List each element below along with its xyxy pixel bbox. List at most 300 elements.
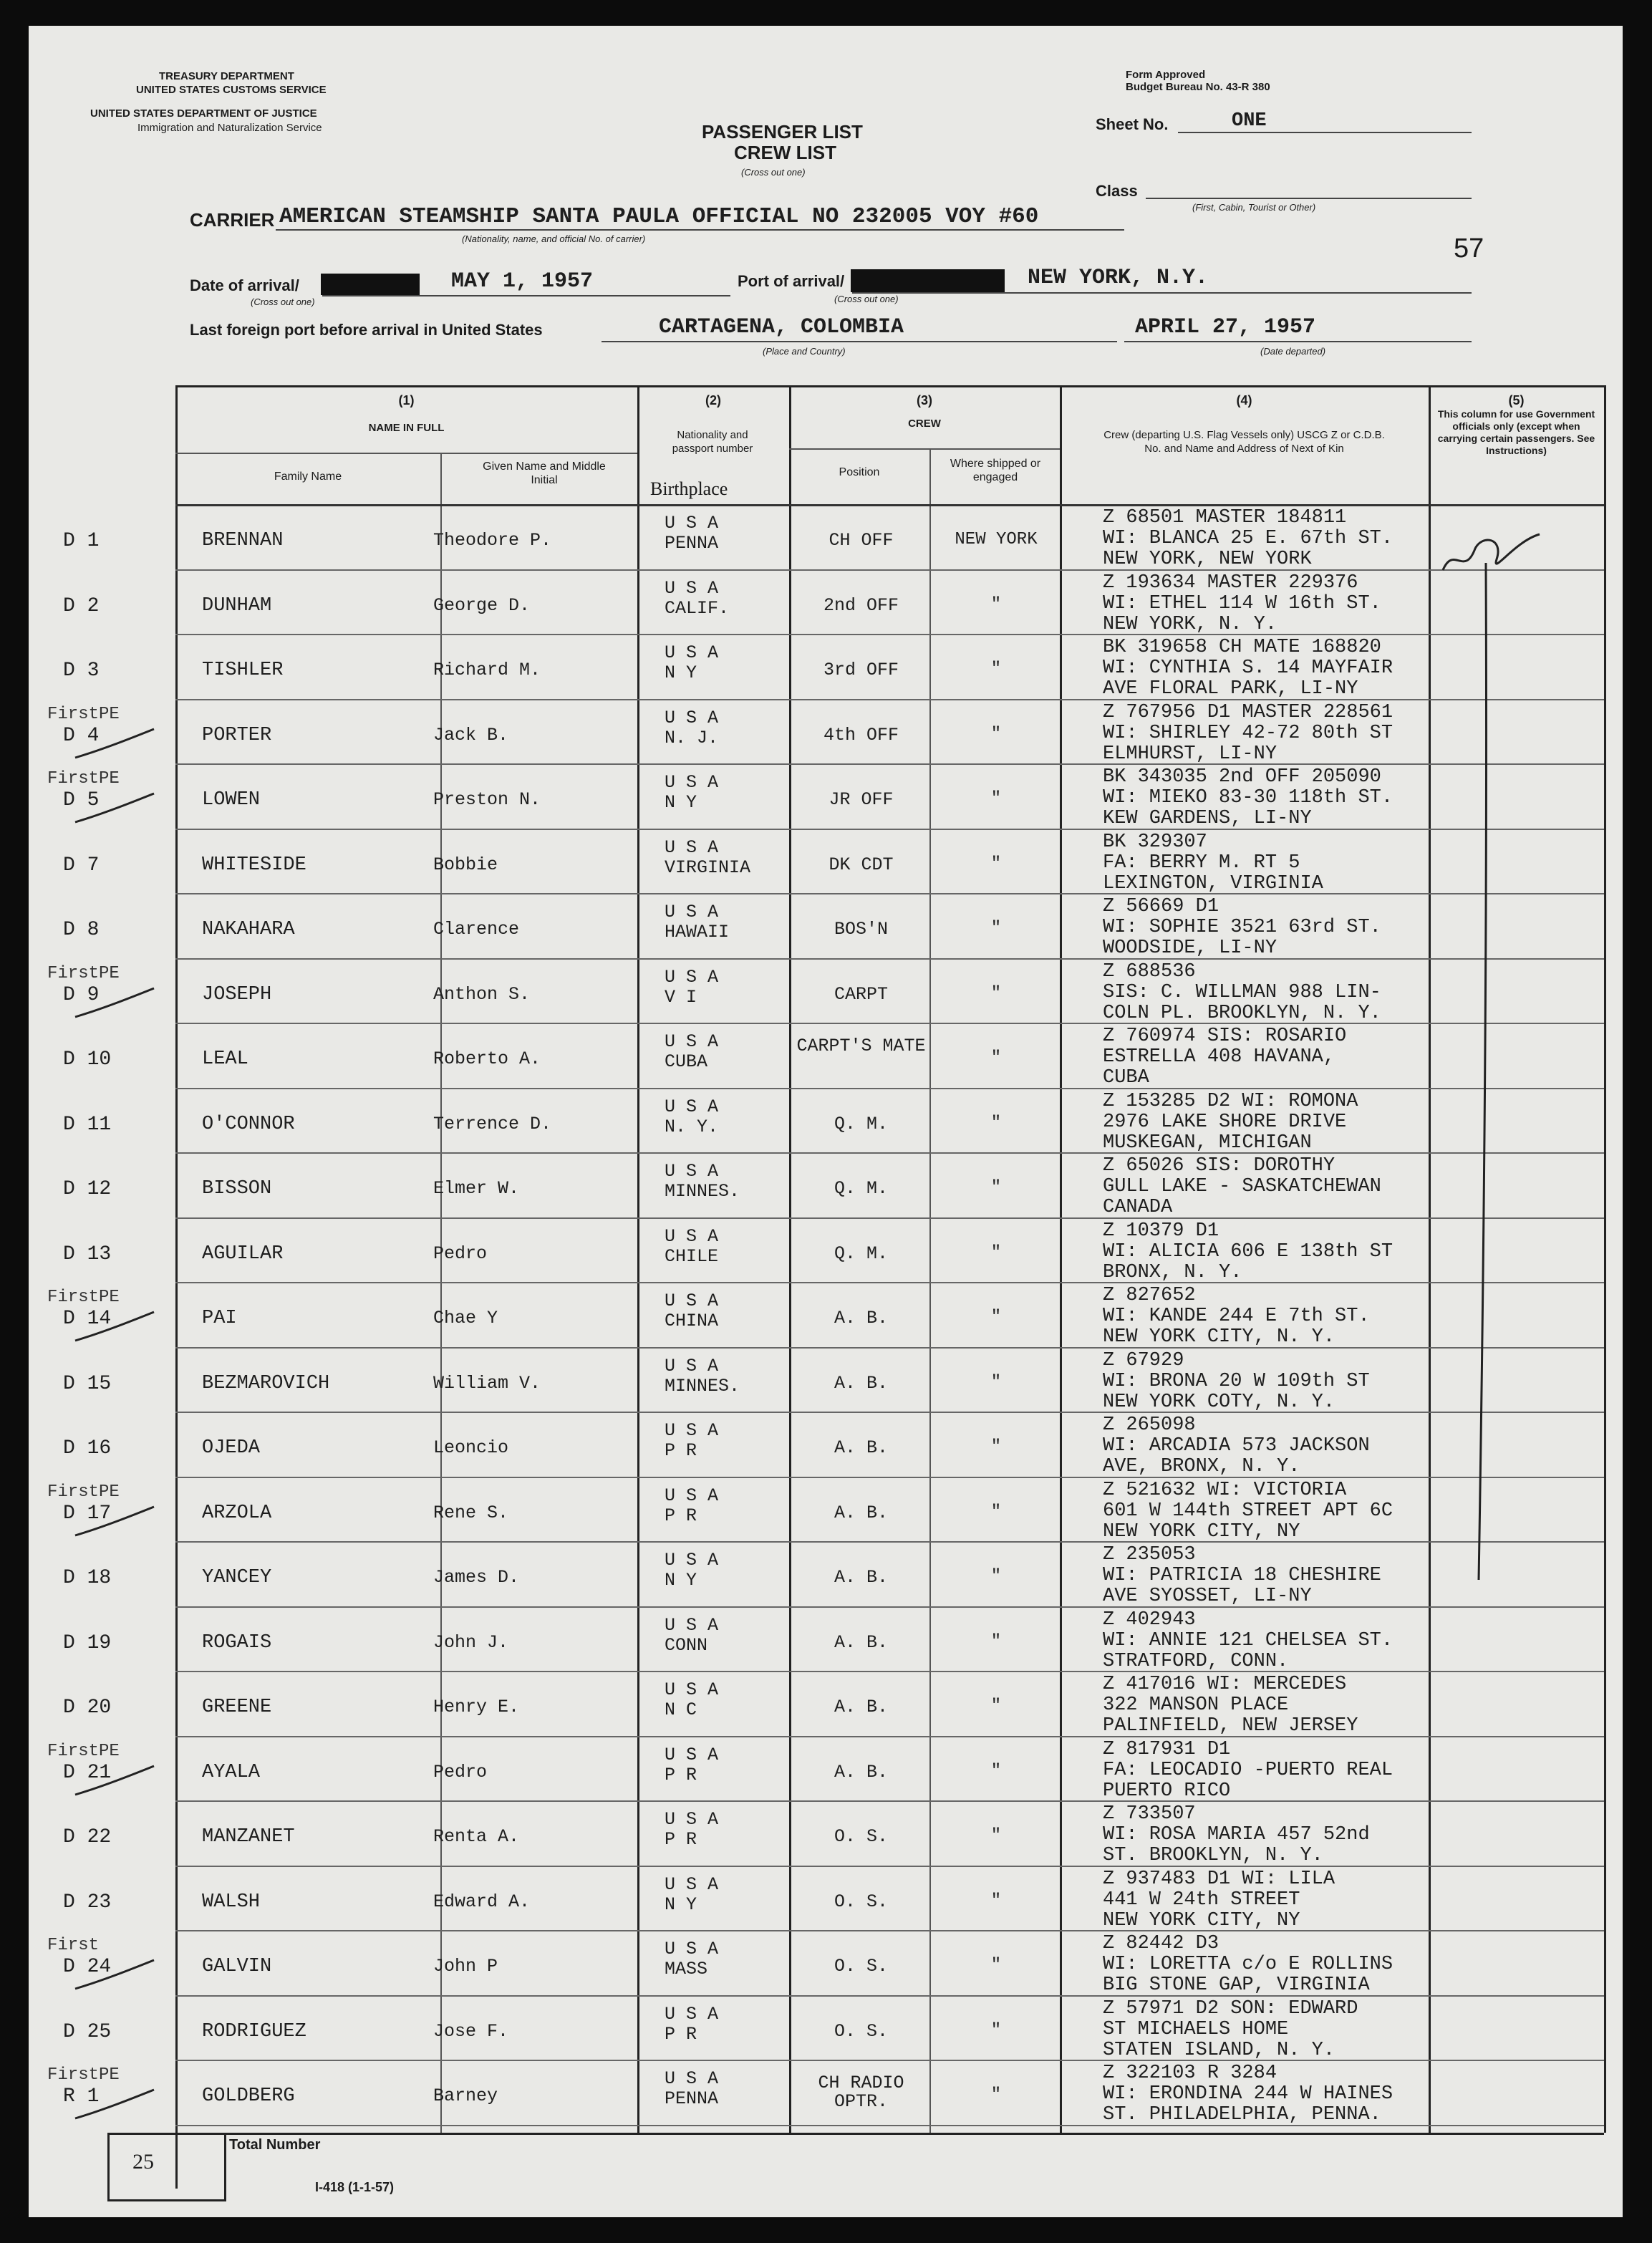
given-name: Renta A. — [433, 1826, 520, 1847]
row-number: D 16 — [63, 1437, 112, 1460]
given-name: Pedro — [433, 1243, 488, 1264]
next-of-kin-line: NEW YORK CITY, NY — [1103, 1520, 1300, 1543]
row-pe-mark: FirstPE — [47, 1482, 120, 1502]
birthplace: CUBA — [665, 1051, 708, 1072]
family-name: YANCEY — [202, 1567, 272, 1588]
where-shipped: " — [990, 2085, 1002, 2105]
where-shipped: " — [990, 789, 1002, 809]
total-number-value: 25 — [132, 2150, 154, 2174]
next-of-kin-line: CUBA — [1103, 1067, 1149, 1089]
birthplace: N Y — [665, 1570, 697, 1591]
row-number: D 11 — [63, 1113, 112, 1136]
next-of-kin-line: Z 235053 — [1103, 1544, 1196, 1566]
where-shipped: " — [990, 724, 1002, 744]
col-family-name: Family Name — [274, 471, 342, 483]
row-pe-mark: FirstPE — [47, 1288, 120, 1307]
row-number: D 17 — [63, 1502, 112, 1525]
next-of-kin-line: ESTRELLA 408 HAVANA, — [1103, 1046, 1335, 1068]
family-name: DUNHAM — [202, 594, 272, 617]
col2-number: (2) — [705, 393, 721, 407]
row-number: D 18 — [63, 1567, 112, 1589]
family-name: GREENE — [202, 1697, 272, 1718]
where-shipped: " — [990, 1178, 1002, 1197]
col5-number: (5) — [1508, 393, 1525, 407]
row-number: D 1 — [63, 530, 100, 552]
agency-line-3: UNITED STATES DEPARTMENT OF JUSTICE — [90, 107, 317, 120]
birthplace: CALIF. — [665, 597, 730, 619]
col1-number: (1) — [398, 393, 415, 407]
budget-bureau: Budget Bureau No. 43-R 380 — [1126, 81, 1270, 93]
next-of-kin-line: STRATFORD, CONN. — [1103, 1650, 1289, 1672]
birthplace: V I — [665, 986, 697, 1008]
check-stroke-mark — [72, 1959, 158, 1994]
next-of-kin-line: Z 67929 — [1103, 1349, 1184, 1371]
next-of-kin-line: WI: CYNTHIA S. 14 MAYFAIR — [1103, 657, 1393, 679]
table-row — [175, 1671, 1604, 1672]
next-of-kin-line: KEW GARDENS, LI-NY — [1103, 808, 1312, 829]
class-label: Class — [1096, 182, 1138, 200]
last-port-label: Last foreign port before arrival in United States — [190, 321, 543, 339]
next-of-kin-line: PUERTO RICO — [1103, 1780, 1231, 1802]
next-of-kin-line: BK 329307 — [1103, 831, 1207, 853]
where-shipped: " — [990, 1243, 1002, 1263]
next-of-kin-line: Z 322103 R 3284 — [1103, 2063, 1277, 2084]
where-shipped: " — [990, 919, 1002, 938]
next-of-kin-line: Z 827652 — [1103, 1285, 1196, 1306]
nationality: U S A — [665, 2068, 719, 2089]
nationality: U S A — [665, 836, 719, 858]
crew-position: A. B. — [834, 1372, 888, 1394]
col-position: Position — [839, 466, 880, 478]
crew-position: JR OFF — [829, 789, 894, 810]
family-name: PORTER — [202, 724, 272, 746]
next-of-kin-line: Z 688536 — [1103, 960, 1196, 983]
next-of-kin-line: Z 153285 D2 WI: ROMONA — [1103, 1090, 1358, 1112]
title-crew-list: CREW LIST — [734, 142, 836, 163]
date-cross-out-note: (Cross out one) — [251, 296, 315, 307]
next-of-kin-line: FA: BERRY M. RT 5 — [1103, 852, 1300, 874]
next-of-kin-line: WI: BLANCA 25 E. 67th ST. — [1103, 528, 1393, 549]
birthplace: MINNES. — [665, 1375, 740, 1397]
where-shipped: " — [990, 1956, 1002, 1975]
check-stroke-mark — [72, 728, 158, 763]
next-of-kin-line: CANADA — [1103, 1197, 1173, 1218]
row-number: D 4 — [63, 724, 100, 747]
crew-position: A. B. — [834, 1502, 888, 1523]
family-name: LEAL — [202, 1048, 248, 1070]
crew-position: O. S. — [834, 1891, 888, 1912]
family-name: BISSON — [202, 1178, 272, 1200]
family-name: WALSH — [202, 1891, 261, 1913]
next-of-kin-line: WI: ANNIE 121 CHELSEA ST. — [1103, 1629, 1393, 1651]
given-name: George D. — [433, 594, 531, 616]
table-row — [175, 1347, 1604, 1349]
next-of-kin-line: GULL LAKE - SASKATCHEWAN — [1103, 1176, 1381, 1197]
birthplace: CHILE — [665, 1245, 719, 1267]
given-name: Chae Y — [433, 1308, 498, 1328]
birthplace: N Y — [665, 662, 697, 683]
birthplace: N C — [665, 1699, 697, 1720]
last-port-note: (Place and Country) — [763, 346, 846, 357]
next-of-kin-line: Z 10379 D1 — [1103, 1220, 1219, 1242]
birthplace: MASS — [665, 1959, 708, 1979]
table-row — [175, 1800, 1604, 1802]
table-row — [175, 763, 1604, 765]
birthplace: PENNA — [665, 533, 719, 554]
family-name: RODRIGUEZ — [202, 2020, 306, 2042]
crew-position: BOS'N — [834, 919, 888, 940]
table-row — [175, 1995, 1604, 1997]
next-of-kin-line: Z 521632 WI: VICTORIA — [1103, 1479, 1347, 1501]
where-shipped: " — [990, 1502, 1002, 1522]
crew-position: O. S. — [834, 1956, 888, 1977]
nationality: U S A — [665, 966, 719, 988]
crew-position: Q. M. — [834, 1113, 888, 1134]
given-name: Theodore P. — [433, 530, 552, 551]
row-number: D 12 — [63, 1178, 112, 1200]
given-name: Henry E. — [433, 1697, 520, 1717]
carrier-label: CARRIER — [190, 209, 275, 231]
family-name: ROGAIS — [202, 1631, 272, 1654]
nationality: U S A — [665, 1679, 719, 1700]
where-shipped: " — [990, 1631, 1002, 1651]
col3-number: (3) — [917, 393, 932, 407]
nationality: U S A — [665, 1161, 719, 1182]
nationality: U S A — [665, 1225, 719, 1247]
check-stroke-mark — [72, 1505, 158, 1541]
given-name: Richard M. — [433, 660, 541, 680]
given-name: John J. — [433, 1631, 509, 1653]
row-number: D 15 — [63, 1372, 112, 1395]
where-shipped: " — [990, 594, 1002, 614]
crew-position: 3rd OFF — [823, 660, 899, 680]
birthplace: MINNES. — [665, 1181, 740, 1202]
next-of-kin-line: WI: SHIRLEY 42-72 80th ST — [1103, 722, 1393, 744]
family-name: PAI — [202, 1308, 237, 1329]
birthplace: N Y — [665, 1894, 697, 1915]
date-departed-value: APRIL 27, 1957 — [1135, 315, 1316, 339]
nationality: U S A — [665, 1614, 719, 1636]
next-of-kin-line: WI: MIEKO 83-30 118th ST. — [1103, 787, 1393, 809]
table-row — [175, 1736, 1604, 1737]
next-of-kin-line: NEW YORK COTY, N. Y. — [1103, 1391, 1335, 1413]
given-name: Rene S. — [433, 1502, 509, 1523]
next-of-kin-line: BK 343035 2nd OFF 205090 — [1103, 766, 1381, 788]
birthplace: P R — [665, 1829, 697, 1850]
family-name: O'CONNOR — [202, 1113, 295, 1135]
port-of-arrival-label: Port of arrival/ — [738, 272, 845, 290]
next-of-kin-line: STATEN ISLAND, N. Y. — [1103, 2039, 1335, 2061]
next-of-kin-line: Z 65026 SIS: DOROTHY — [1103, 1155, 1335, 1177]
check-stroke-mark — [72, 1765, 158, 1800]
port-of-arrival-value: NEW YORK, N.Y. — [1028, 266, 1209, 290]
row-pe-mark: FirstPE — [47, 2065, 120, 2085]
next-of-kin-line: ST. BROOKLYN, N. Y. — [1103, 1845, 1323, 1866]
next-of-kin-line: WI: ERONDINA 244 W HAINES — [1103, 2083, 1393, 2105]
next-of-kin-line: Z 402943 — [1103, 1608, 1196, 1631]
where-shipped: NEW YORK — [955, 530, 1038, 549]
next-of-kin-line: MUSKEGAN, MICHIGAN — [1103, 1132, 1312, 1154]
row-number: D 22 — [63, 1826, 112, 1848]
given-name: William V. — [433, 1372, 541, 1394]
form-code: I-418 (1-1-57) — [315, 2180, 395, 2194]
given-name: Jose F. — [433, 2020, 509, 2042]
nationality: U S A — [665, 1420, 719, 1441]
next-of-kin-line: WI: PATRICIA 18 CHESHIRE — [1103, 1565, 1381, 1586]
family-name: WHITESIDE — [202, 854, 306, 876]
given-name: Edward A. — [433, 1891, 531, 1912]
where-shipped: " — [990, 1567, 1002, 1586]
next-of-kin-line: LEXINGTON, VIRGINIA — [1103, 872, 1323, 894]
where-shipped: " — [990, 1048, 1002, 1068]
next-of-kin-line: 601 W 144th STREET APT 6C — [1103, 1500, 1393, 1522]
next-of-kin-line: NEW YORK CITY, NY — [1103, 1909, 1300, 1931]
title-passenger-list: PASSENGER LIST — [702, 121, 863, 143]
row-number: D 19 — [63, 1631, 112, 1654]
nationality: U S A — [665, 902, 719, 922]
next-of-kin-line: Z 417016 WI: MERCEDES — [1103, 1674, 1347, 1695]
row-number: D 14 — [63, 1308, 112, 1330]
table-row — [175, 1606, 1604, 1608]
crew-position: A. B. — [834, 1761, 888, 1783]
next-of-kin-line: 441 W 24th STREET — [1103, 1889, 1300, 1911]
nationality: U S A — [665, 1873, 719, 1895]
where-shipped: " — [990, 1891, 1002, 1911]
next-of-kin-line: ST MICHAELS HOME — [1103, 2018, 1289, 2040]
family-name: AYALA — [202, 1761, 261, 1783]
where-shipped: " — [990, 1308, 1002, 1327]
where-shipped: " — [990, 983, 1002, 1003]
table-row — [175, 1023, 1604, 1024]
given-name: Anthon S. — [433, 983, 531, 1005]
birthplace: N Y — [665, 792, 697, 813]
next-of-kin-line: BIG STONE GAP, VIRGINIA — [1103, 1974, 1370, 1996]
crew-position: A. B. — [834, 1567, 888, 1588]
row-number: D 10 — [63, 1048, 112, 1071]
date-of-arrival-value: MAY 1, 1957 — [451, 269, 594, 294]
next-of-kin-line: Z 265098 — [1103, 1414, 1196, 1436]
given-name: Terrence D. — [433, 1113, 552, 1134]
next-of-kin-line: BK 319658 CH MATE 168820 — [1103, 637, 1381, 658]
row-number: D 3 — [63, 660, 100, 682]
nationality: U S A — [665, 1096, 719, 1117]
nationality: U S A — [665, 642, 719, 663]
given-name: Barney — [433, 2085, 498, 2106]
crew-position: A. B. — [834, 1631, 888, 1653]
form-approved: Form Approved — [1126, 69, 1206, 81]
next-of-kin-line: Z 193634 MASTER 229376 — [1103, 571, 1358, 594]
table-row — [175, 634, 1604, 635]
row-pe-mark: FirstPE — [47, 704, 120, 724]
next-of-kin-line: WI: ALICIA 606 E 138th ST — [1103, 1240, 1393, 1263]
next-of-kin-line: ST. PHILADELPHIA, PENNA. — [1103, 2104, 1381, 2126]
row-number: R 1 — [63, 2085, 100, 2108]
agency-line-2: UNITED STATES CUSTOMS SERVICE — [136, 84, 327, 96]
table-row — [175, 1412, 1604, 1413]
where-shipped: " — [990, 1372, 1002, 1392]
birthplace: P R — [665, 1764, 697, 1785]
next-of-kin-line: WI: ETHEL 114 W 16th ST. — [1103, 592, 1381, 614]
crew-position: O. S. — [834, 1826, 888, 1847]
where-shipped: " — [990, 1437, 1002, 1457]
table-row — [175, 1152, 1604, 1154]
carrier-value: AMERICAN STEAMSHIP SANTA PAULA OFFICIAL NO 232005 VOY #60 — [279, 204, 1039, 229]
next-of-kin-line: WI: ARCADIA 573 JACKSON — [1103, 1435, 1370, 1457]
crew-position: O. S. — [834, 2020, 888, 2042]
next-of-kin-line: Z 817931 D1 — [1103, 1738, 1231, 1760]
row-number: D 21 — [63, 1761, 112, 1784]
table-row — [175, 1477, 1604, 1478]
table-row — [175, 1088, 1604, 1089]
birthplace: P R — [665, 1505, 697, 1526]
nationality: U S A — [665, 1809, 719, 1830]
where-shipped: " — [990, 1697, 1002, 1716]
nationality: U S A — [665, 1485, 719, 1506]
next-of-kin-line: FA: LEOCADIO -PUERTO REAL — [1103, 1759, 1393, 1781]
family-name: TISHLER — [202, 660, 284, 681]
birthplace: VIRGINIA — [665, 857, 751, 878]
next-of-kin-line: Z 767956 D1 MASTER 228561 — [1103, 701, 1393, 723]
nationality: U S A — [665, 577, 719, 599]
row-pe-mark: FirstPE — [47, 769, 120, 788]
family-name: JOSEPH — [202, 983, 272, 1005]
redaction-bar — [851, 269, 1005, 292]
where-shipped: " — [990, 854, 1002, 874]
next-of-kin-line: Z 760974 SIS: ROSARIO — [1103, 1026, 1347, 1047]
given-name: Clarence — [433, 919, 520, 940]
row-number: D 9 — [63, 983, 100, 1006]
next-of-kin-line: WI: SOPHIE 3521 63rd ST. — [1103, 917, 1381, 938]
nationality: U S A — [665, 1291, 719, 1311]
birthplace: CHINA — [665, 1311, 719, 1331]
col3-title: CREW — [908, 418, 941, 430]
row-pe-mark: FirstPE — [47, 1741, 120, 1761]
next-of-kin-line: SIS: C. WILLMAN 988 LIN- — [1103, 981, 1381, 1003]
table-row — [175, 1866, 1604, 1867]
where-shipped: " — [990, 1113, 1002, 1133]
next-of-kin-line: WI: LORETTA c/o E ROLLINS — [1103, 1954, 1393, 1975]
next-of-kin-line: Z 68501 MASTER 184811 — [1103, 507, 1347, 529]
table-row — [175, 2125, 1604, 2126]
crew-position: 4th OFF — [823, 724, 899, 746]
nationality: U S A — [665, 1939, 719, 1959]
next-of-kin-line: 2976 LAKE SHORE DRIVE — [1103, 1111, 1347, 1133]
official-initials-mark — [1436, 520, 1557, 1594]
check-stroke-mark — [72, 2088, 158, 2124]
family-name: GALVIN — [202, 1956, 272, 1977]
next-of-kin-line: NEW YORK, NEW YORK — [1103, 549, 1312, 570]
row-number: D 8 — [63, 919, 100, 941]
col4-number: (4) — [1236, 393, 1252, 407]
family-name: GOLDBERG — [202, 2085, 295, 2107]
crew-position: A. B. — [834, 1437, 888, 1458]
family-name: AGUILAR — [202, 1243, 284, 1265]
col2-title: Nationality and passport number — [672, 429, 753, 455]
row-number: D 5 — [63, 789, 100, 811]
crew-position: 2nd OFF — [823, 594, 899, 616]
family-name: OJEDA — [202, 1437, 261, 1459]
next-of-kin-line: Z 56669 D1 — [1103, 896, 1219, 917]
agency-line-1: TREASURY DEPARTMENT — [159, 70, 294, 82]
where-shipped: " — [990, 2020, 1002, 2040]
date-of-arrival-label: Date of arrival/ — [190, 276, 299, 294]
given-name: Preston N. — [433, 789, 541, 810]
port-cross-out-note: (Cross out one) — [834, 294, 899, 304]
sheet-value: ONE — [1232, 110, 1267, 132]
birthplace: P R — [665, 2023, 697, 2045]
nationality: U S A — [665, 707, 719, 728]
crew-position: CARPT'S MATE — [796, 1036, 926, 1056]
crew-position: CH OFF — [829, 530, 894, 551]
sheet-label: Sheet No. — [1096, 115, 1169, 133]
table-row — [175, 1282, 1604, 1283]
next-of-kin-line: AVE, BRONX, N. Y. — [1103, 1456, 1300, 1477]
birthplace: PENNA — [665, 2088, 719, 2109]
nationality: U S A — [665, 1744, 719, 1765]
crew-position: DK CDT — [829, 854, 894, 875]
family-name: BRENNAN — [202, 530, 284, 551]
next-of-kin-line: WI: KANDE 244 E 7th ST. — [1103, 1306, 1370, 1327]
given-name: Pedro — [433, 1761, 488, 1783]
class-note: (First, Cabin, Tourist or Other) — [1192, 202, 1316, 213]
row-number: D 2 — [63, 594, 100, 617]
table-row — [175, 699, 1604, 700]
next-of-kin-line: NEW YORK, N. Y. — [1103, 613, 1277, 635]
family-name: ARZOLA — [202, 1502, 272, 1524]
table-row — [175, 2060, 1604, 2061]
row-number: D 7 — [63, 854, 100, 877]
next-of-kin-line: BRONX, N. Y. — [1103, 1261, 1242, 1283]
title-cross-out-note: (Cross out one) — [741, 167, 806, 178]
row-number: D 13 — [63, 1243, 112, 1265]
nationality: U S A — [665, 513, 719, 534]
nationality: U S A — [665, 1355, 719, 1376]
table-row — [175, 829, 1604, 830]
given-name: Bobbie — [433, 854, 498, 875]
crew-position: Q. M. — [834, 1243, 888, 1264]
given-name: Leoncio — [433, 1437, 509, 1458]
redaction-bar — [321, 274, 420, 295]
row-number: D 25 — [63, 2020, 112, 2043]
col2-handwritten: Birthplace — [650, 478, 728, 499]
row-number: D 20 — [63, 1697, 112, 1719]
next-of-kin-line: ELMHURST, LI-NY — [1103, 743, 1277, 765]
crew-position: Q. M. — [834, 1178, 888, 1199]
total-number-label: Total Number — [229, 2137, 321, 2153]
row-number: D 23 — [63, 1891, 112, 1914]
where-shipped: " — [990, 660, 1002, 679]
given-name: Elmer W. — [433, 1178, 520, 1199]
next-of-kin-line: AVE SYOSSET, LI-NY — [1103, 1586, 1312, 1607]
next-of-kin-line: Z 82442 D3 — [1103, 1933, 1219, 1954]
birthplace: P R — [665, 1440, 697, 1461]
next-of-kin-line: 322 MANSON PLACE — [1103, 1694, 1289, 1716]
table-row — [175, 958, 1604, 960]
next-of-kin-line: WI: ROSA MARIA 457 52nd — [1103, 1824, 1370, 1846]
next-of-kin-line: WOODSIDE, LI-NY — [1103, 937, 1277, 959]
given-name: Roberto A. — [433, 1048, 541, 1069]
next-of-kin-line: AVE FLORAL PARK, LI-NY — [1103, 678, 1358, 700]
crew-position: CARPT — [834, 983, 888, 1005]
check-stroke-mark — [72, 1311, 158, 1346]
table-row — [175, 1541, 1604, 1543]
given-name: John P — [433, 1956, 498, 1977]
col4-title: Crew (departing U.S. Flag Vessels only) USCG Z or C.D.B. No. and Name and Address of Next of Kin — [1103, 429, 1385, 455]
birthplace: CONN — [665, 1634, 708, 1656]
page-number: 57 — [1454, 233, 1484, 264]
col-where-shipped: Where shipped or engaged — [950, 458, 1041, 483]
next-of-kin-line: COLN PL. BROOKLYN, N. Y. — [1103, 1002, 1381, 1024]
